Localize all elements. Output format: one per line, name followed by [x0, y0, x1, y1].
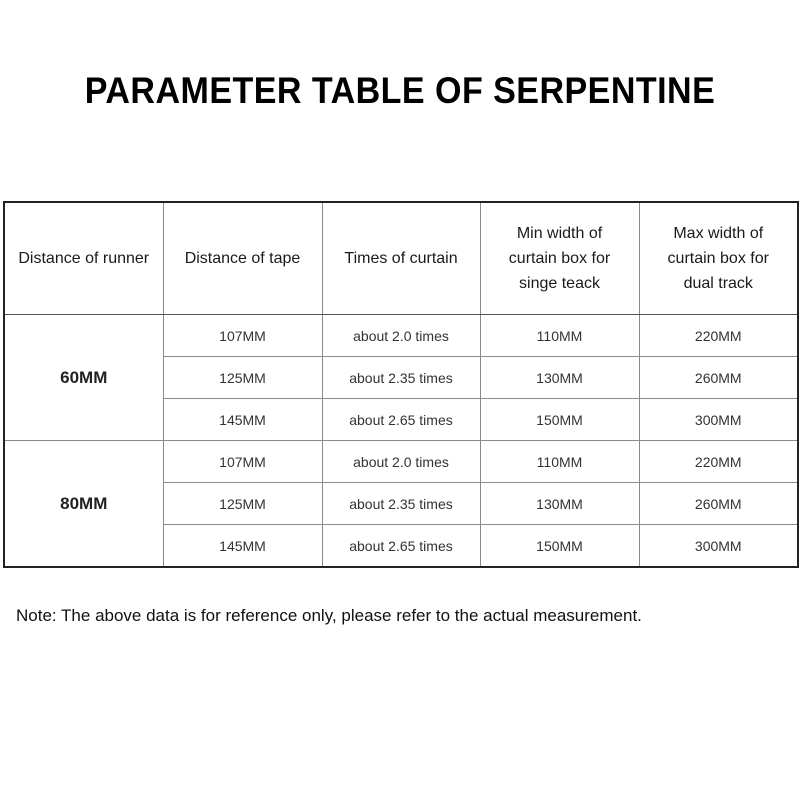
curtain-times-cell: about 2.65 times	[322, 525, 480, 568]
max-width-cell: 220MM	[639, 441, 798, 483]
min-width-cell: 150MM	[480, 525, 639, 568]
header-min-width-single-track	[480, 202, 639, 315]
min-width-cell: 130MM	[480, 357, 639, 399]
tape-distance-cell: 125MM	[163, 357, 322, 399]
max-width-cell: 260MM	[639, 357, 798, 399]
min-width-cell: 150MM	[480, 399, 639, 441]
tape-distance-cell: 107MM	[163, 441, 322, 483]
header-times-of-curtain: Times of curtain	[322, 202, 480, 315]
max-width-cell: 260MM	[639, 483, 798, 525]
runner-group-cell: 60MM	[4, 315, 163, 441]
curtain-times-cell: about 2.35 times	[322, 483, 480, 525]
curtain-times-cell: about 2.65 times	[322, 399, 480, 441]
table-row	[4, 441, 798, 483]
header-distance-of-tape: Distance of tape	[163, 202, 322, 315]
max-width-cell: 300MM	[639, 525, 798, 568]
min-width-cell: 130MM	[480, 483, 639, 525]
max-width-cell: 220MM	[639, 315, 798, 357]
parameter-table	[3, 201, 799, 568]
curtain-times-cell: about 2.35 times	[322, 357, 480, 399]
tape-distance-cell: 145MM	[163, 399, 322, 441]
tape-distance-cell: 107MM	[163, 315, 322, 357]
header-max-width-dual-track	[639, 202, 798, 315]
runner-group-cell: 80MM	[4, 441, 163, 568]
reference-note: Note: The above data is for reference only, please refer to the actual measurement.	[16, 606, 642, 625]
header-min-width-text: Min width of curtain box for singe teack	[508, 225, 611, 292]
header-max-width-text: Max width of curtain box for dual track	[667, 225, 769, 292]
min-width-cell: 110MM	[480, 441, 639, 483]
table-row	[4, 315, 798, 357]
page-title: PARAMETER TABLE OF SERPENTINE	[84, 70, 716, 111]
curtain-times-cell: about 2.0 times	[322, 441, 480, 483]
tape-distance-cell: 125MM	[163, 483, 322, 525]
table-header-row	[4, 202, 798, 315]
max-width-cell: 300MM	[639, 399, 798, 441]
tape-distance-cell: 145MM	[163, 525, 322, 568]
header-distance-of-runner: Distance of runner	[4, 202, 163, 315]
curtain-times-cell: about 2.0 times	[322, 315, 480, 357]
min-width-cell: 110MM	[480, 315, 639, 357]
